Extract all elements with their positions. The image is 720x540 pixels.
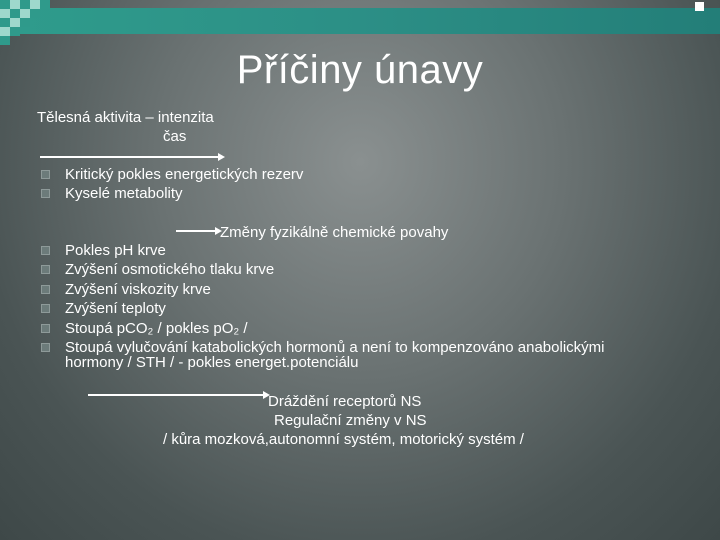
list-item: Kyselé metabolity bbox=[65, 185, 183, 202]
list-item-continuation: hormony / STH / - pokles energet.potenciálu bbox=[65, 354, 359, 371]
changes-label: Změny fyzikálně chemické povahy bbox=[220, 224, 449, 241]
bullet-icon bbox=[41, 285, 50, 294]
arrow-2 bbox=[176, 230, 220, 232]
footer-line-2: Regulační změny v NS bbox=[274, 412, 427, 429]
bullet-icon bbox=[41, 343, 50, 352]
list-item: Zvýšení teploty bbox=[65, 300, 166, 317]
bullet-icon bbox=[41, 170, 50, 179]
arrow-3 bbox=[88, 394, 268, 396]
header-bar bbox=[0, 8, 720, 34]
bullet-icon bbox=[41, 304, 50, 313]
footer-line-1: Dráždění receptorů NS bbox=[268, 393, 422, 410]
footer-line-3: / kůra mozková,autonomní systém, motorický systém / bbox=[163, 431, 524, 448]
intro-line-2: čas bbox=[163, 128, 187, 145]
bullet-icon bbox=[41, 265, 50, 274]
bullet-icon bbox=[41, 324, 50, 333]
arrow-1 bbox=[40, 156, 223, 158]
list-item: Stoupá vylučování katabolických hormonů a není to kompenzováno anabolickými bbox=[65, 339, 605, 356]
bullet-icon bbox=[41, 189, 50, 198]
bullet-icon bbox=[41, 246, 50, 255]
intro-line-1: Tělesná aktivita – intenzita bbox=[37, 109, 214, 126]
list-item: Zvýšení osmotického tlaku krve bbox=[65, 261, 275, 278]
slide-title: Příčiny únavy bbox=[236, 48, 484, 92]
list-item: Stoupá pCO₂ / pokles pO₂ / bbox=[65, 320, 248, 337]
list-item: Zvýšení viskozity krve bbox=[65, 281, 211, 298]
list-item: Kritický pokles energetických rezerv bbox=[65, 166, 304, 183]
list-item: Pokles pH krve bbox=[65, 242, 166, 259]
